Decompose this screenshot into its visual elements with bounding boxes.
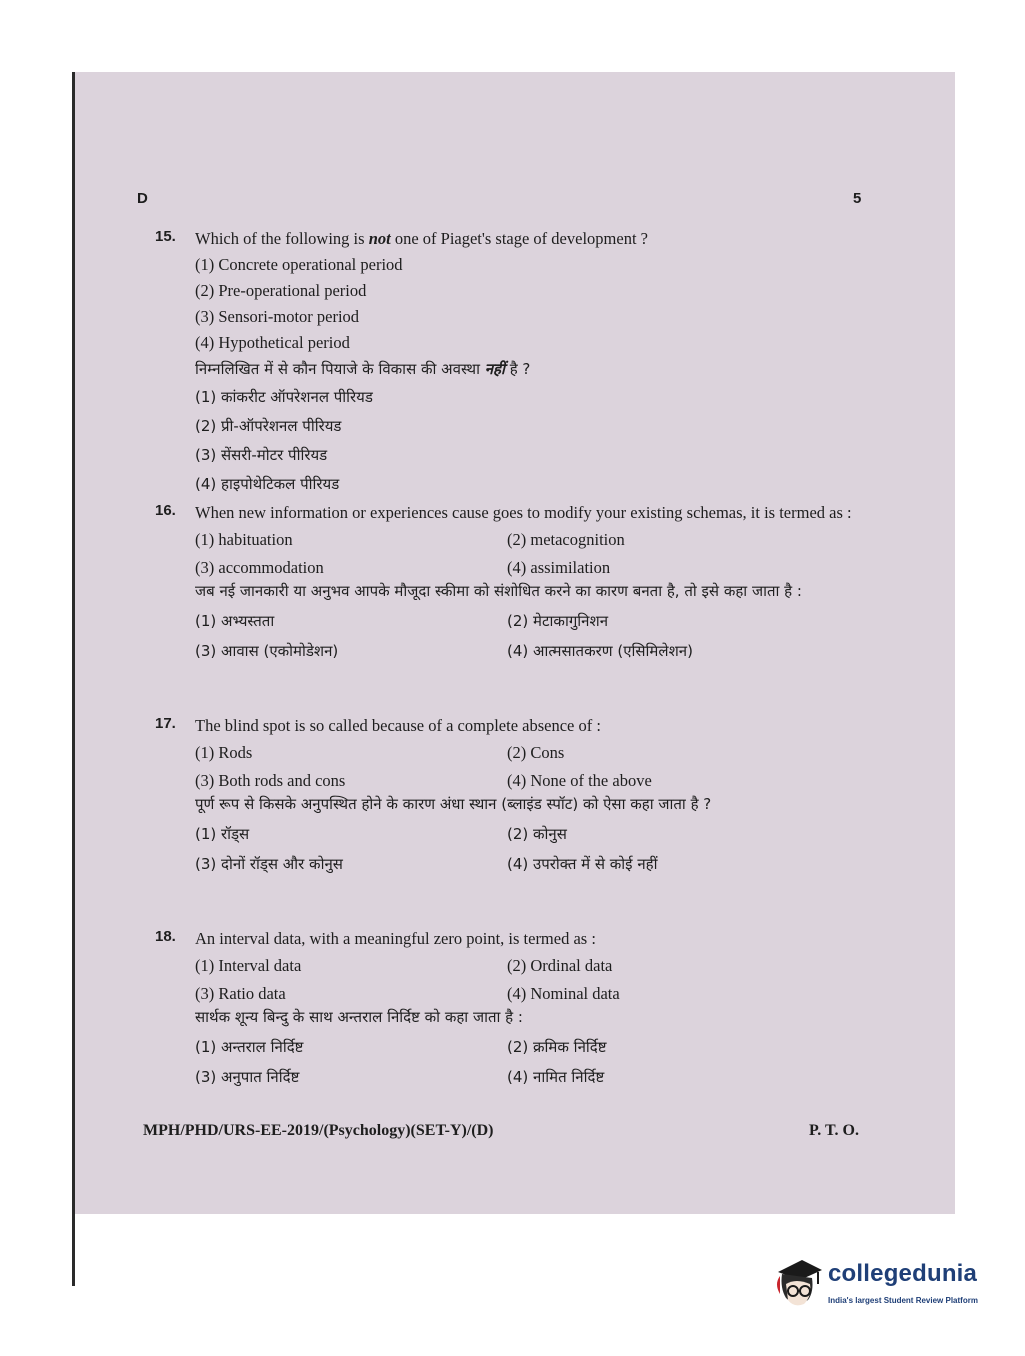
brand-tagline: India's largest Student Review Platform	[828, 1296, 978, 1305]
option-hi: (1) रॉड्स	[195, 825, 250, 843]
option-hi: (2) प्री-ऑपरेशनल पीरियड	[195, 417, 342, 435]
option-hi: (4) आत्मसातकरण (एसिमिलेशन)	[507, 642, 693, 660]
option: (1) Concrete operational period	[195, 255, 403, 274]
question-number: 18.	[155, 928, 176, 945]
question-18	[155, 928, 865, 1090]
option-hi: (2) कोनुस	[507, 825, 567, 843]
options-en	[195, 528, 865, 580]
option: (4) assimilation	[507, 558, 611, 577]
option: (3) Ratio data	[195, 984, 286, 1003]
question-number: 16.	[155, 502, 176, 519]
question-16	[155, 502, 865, 664]
option: (2) metacognition	[507, 530, 625, 549]
brand-name: collegedunia	[828, 1260, 978, 1287]
option: (4) None of the above	[507, 771, 652, 790]
options-en	[195, 741, 865, 793]
option: (2) Ordinal data	[507, 956, 613, 975]
option-hi: (1) अभ्यस्तता	[195, 612, 275, 630]
question-text-en: The blind spot is so called because of a complete absence of :	[195, 716, 601, 735]
option: (3) Both rods and cons	[195, 771, 346, 790]
question-text-en: An interval data, with a meaningful zero point, is termed as :	[195, 929, 596, 948]
question-text-en: Which of the following is not one of Piaget's stage of development ?	[195, 229, 648, 248]
student-face-icon	[772, 1254, 824, 1314]
option-hi: (4) हाइपोथेटिकल पीरियड	[195, 475, 340, 493]
option-hi: (1) कांकरीट ऑपरेशनल पीरियड	[195, 388, 373, 406]
question-text-hi: पूर्ण रूप से किसके अनुपस्थित होने के कारण अंधा स्थान (ब्लाइंड स्पॉट) को ऐसा कहा जाता है ?	[195, 795, 712, 813]
option: (1) Interval data	[195, 956, 302, 975]
question-text-hi: जब नई जानकारी या अनुभव आपके मौजूदा स्कीमा को संशोधित करने का कारण बनता है, तो इसे कहा जाता है :	[195, 582, 802, 600]
option-hi: (2) क्रमिक निर्दिष्ट	[507, 1038, 607, 1056]
question-15	[155, 228, 865, 502]
set-label: D	[137, 190, 148, 207]
options-hi	[195, 1034, 865, 1090]
option-hi: (1) अन्तराल निर्दिष्ट	[195, 1038, 304, 1056]
option-hi: (3) दोनों रॉड्स और कोनुस	[195, 855, 343, 873]
options-hi	[195, 821, 865, 877]
question-text-hi: निम्नलिखित में से कौन पियाजे के विकास की अवस्था नहीं है ?	[195, 360, 531, 378]
option: (2) Cons	[507, 743, 565, 762]
option-hi: (4) उपरोक्त में से कोई नहीं	[507, 855, 658, 873]
option: (2) Pre-operational period	[195, 281, 367, 300]
paper-code: MPH/PHD/URS-EE-2019/(Psychology)(SET-Y)/(D)	[143, 1122, 494, 1139]
option: (4) Hypothetical period	[195, 333, 350, 352]
option: (4) Nominal data	[507, 984, 620, 1003]
collegedunia-watermark	[770, 1250, 1000, 1318]
option-hi: (2) मेटाकागुनिशन	[507, 612, 609, 630]
question-number: 17.	[155, 715, 176, 732]
options-en	[195, 954, 865, 1006]
option-hi: (4) नामित निर्दिष्ट	[507, 1068, 605, 1086]
pto-label: P. T. O.	[809, 1122, 859, 1139]
option-hi: (3) अनुपात निर्दिष्ट	[195, 1068, 300, 1086]
question-17	[155, 715, 865, 877]
question-text-hi: सार्थक शून्य बिन्दु के साथ अन्तराल निर्दिष्ट को कहा जाता है :	[195, 1008, 523, 1026]
question-number: 15.	[155, 228, 176, 245]
option-hi: (3) सेंसरी-मोटर पीरियड	[195, 446, 328, 464]
option: (3) Sensori-motor period	[195, 307, 360, 326]
question-text-en: When new information or experiences cause goes to modify your existing schemas, it is termed as :	[195, 503, 852, 522]
option-hi: (3) आवास (एकोमोडेशन)	[195, 642, 339, 660]
option: (3) accommodation	[195, 558, 324, 577]
page-number: 5	[853, 190, 862, 207]
option: (1) Rods	[195, 743, 253, 762]
options-hi	[195, 608, 865, 664]
option: (1) habituation	[195, 530, 293, 549]
exam-page	[72, 72, 955, 1286]
